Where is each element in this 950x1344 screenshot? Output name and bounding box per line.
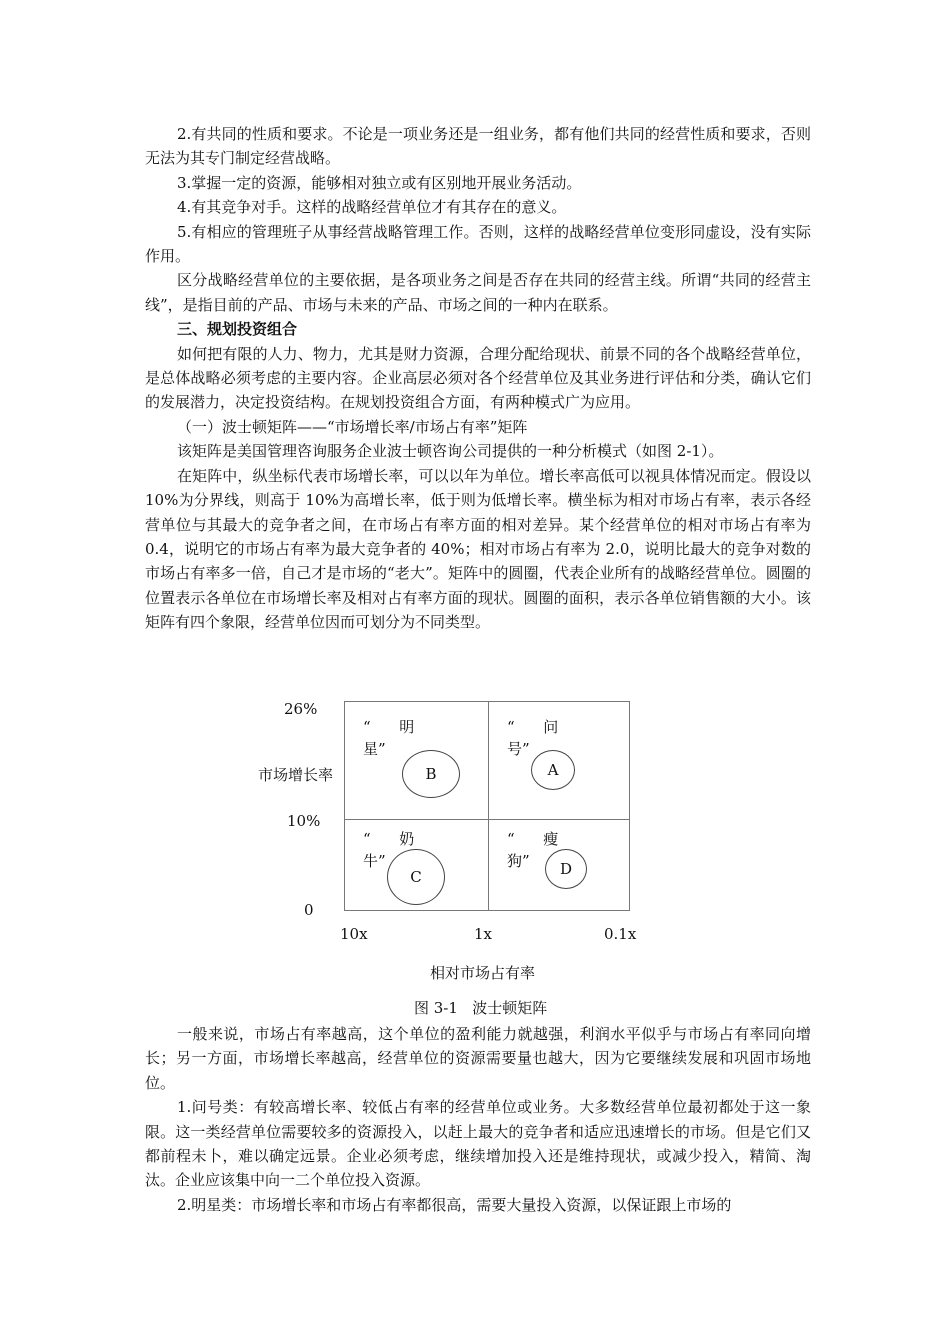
quadrant-label: “ 瘦: [507, 830, 559, 848]
unit-circle-b: [402, 750, 460, 798]
paragraph: 在矩阵中，纵坐标代表市场增长率，可以以年为单位。增长率高低可以视具体情况而定。假设以 10%为分界线，则高于 10%为高增长率，低于则为低增长率。横坐标为相对市场占有率，表示各经营单位与其最大的竞争者之间，在市场占有率方面的相对差异。某个经营单位的相对市场占有率为 0.4，说明它的市场占有率为最大竞争者的 40%；相对市场占有率为 2.0，说明比最大的竞争对数的市场占有率多一倍，自己才是市场的“老大”。矩阵中的圆圈，代表企业所有的战略经营单位。圆圈的位置表示各单位在市场增长率及相对占有率方面的现状。圆圈的面积，表示各单位销售额的大小。该矩阵有四个象限，经营单位因而可划分为不同类型。: [145, 466, 811, 632]
y-tick-26: 26%: [284, 700, 318, 718]
quadrant-label: “ 奶: [363, 830, 415, 848]
quadrant-label: 号”: [507, 740, 530, 758]
y-axis-label: 市场增长率: [258, 766, 334, 784]
paragraph: 一般来说，市场占有率越高，这个单位的盈利能力就越强，利润水平似乎与市场占有率同向增长；另一方面，市场增长率越高，经营单位的资源需要量也越大，因为它要继续发展和巩固市场地位。: [145, 1025, 811, 1092]
paragraph: 2.有共同的性质和要求。不论是一项业务还是一组业务，都有他们共同的经营性质和要求，否则无法为其专门制定经营战略。: [145, 125, 811, 168]
x-tick-10x: 10x: [340, 925, 368, 943]
paragraph: 区分战略经营单位的主要依据，是各项业务之间是否存在共同的经营主线。所谓“共同的经营主线”，是指目前的产品、市场与未来的产品、市场之间的一种内在联系。: [145, 271, 811, 314]
section-heading: 三、规划投资组合: [177, 320, 298, 339]
x-tick-0-1x: 0.1x: [604, 925, 637, 943]
paragraph: 该矩阵是美国管理咨询服务企业波士顿咨询公司提供的一种分析模式（如图 2-1）。: [177, 442, 724, 461]
unit-label: D: [559, 860, 573, 878]
y-tick-10: 10%: [287, 812, 321, 830]
unit-label: B: [425, 765, 437, 783]
paragraph: 5.有相应的管理班子从事经营战略管理工作。否则，这样的战略经营单位变形同虚设，没有实际作用。: [145, 222, 811, 266]
quadrant-label: “ 问: [507, 718, 559, 736]
quadrant-label: 星”: [363, 740, 386, 758]
unit-circle-d: [545, 849, 587, 889]
body-text-top: [145, 122, 811, 635]
unit-label: A: [547, 761, 559, 779]
unit-circle-a: [531, 750, 575, 790]
paragraph: 2.明星类：市场增长率和市场占有率都很高，需要大量投入资源，以保证跟上市场的: [177, 1195, 732, 1214]
subsection-heading: （一）波士顿矩阵——“市场增长率/市场占有率”矩阵: [177, 417, 528, 436]
unit-label: C: [410, 868, 422, 886]
paragraph: 3.掌握一定的资源，能够相对独立或有区别地开展业务活动。: [177, 173, 582, 192]
body-text-bottom: [145, 1022, 811, 1217]
figure-caption: 图 3-1 波士顿矩阵: [414, 999, 548, 1017]
bcg-matrix-figure: [240, 696, 660, 1026]
paragraph: 4.有其竞争对手。这样的战略经营单位才有其存在的意义。: [177, 198, 567, 217]
matrix-grid: [344, 701, 630, 911]
vertical-divider: [488, 702, 489, 910]
quadrant-star: [363, 716, 414, 760]
x-tick-1x: 1x: [474, 925, 493, 943]
unit-circle-c: [387, 849, 445, 905]
paragraph: 1.问号类：有较高增长率、较低占有率的经营单位或业务。大多数经营单位最初都处于这一象限。这一类经营单位需要较多的资源投入，以赶上最大的竞争者和适应迅速增长的市场。但是它们又都前程未卜，难以确定远景。企业必须考虑，继续增加投入还是维持现状，或减少投入，精简、淘汰。企业应该集中向一二个单位投入资源。: [145, 1098, 811, 1190]
horizontal-divider: [345, 819, 629, 820]
quadrant-label: “ 明: [363, 718, 415, 736]
x-axis-label: 相对市场占有率: [430, 964, 536, 982]
quadrant-label: 狗”: [507, 852, 530, 870]
y-tick-0: 0: [304, 901, 314, 919]
paragraph: 如何把有限的人力、物力，尤其是财力资源，合理分配给现状、前景不同的各个战略经营单位，是总体战略必须考虑的主要内容。企业高层必须对各个经营单位及其业务进行评估和分类，确认它们的发展潜力，决定投资结构。在规划投资组合方面，有两种模式广为应用。: [145, 344, 811, 412]
quadrant-label: 牛”: [363, 852, 386, 870]
